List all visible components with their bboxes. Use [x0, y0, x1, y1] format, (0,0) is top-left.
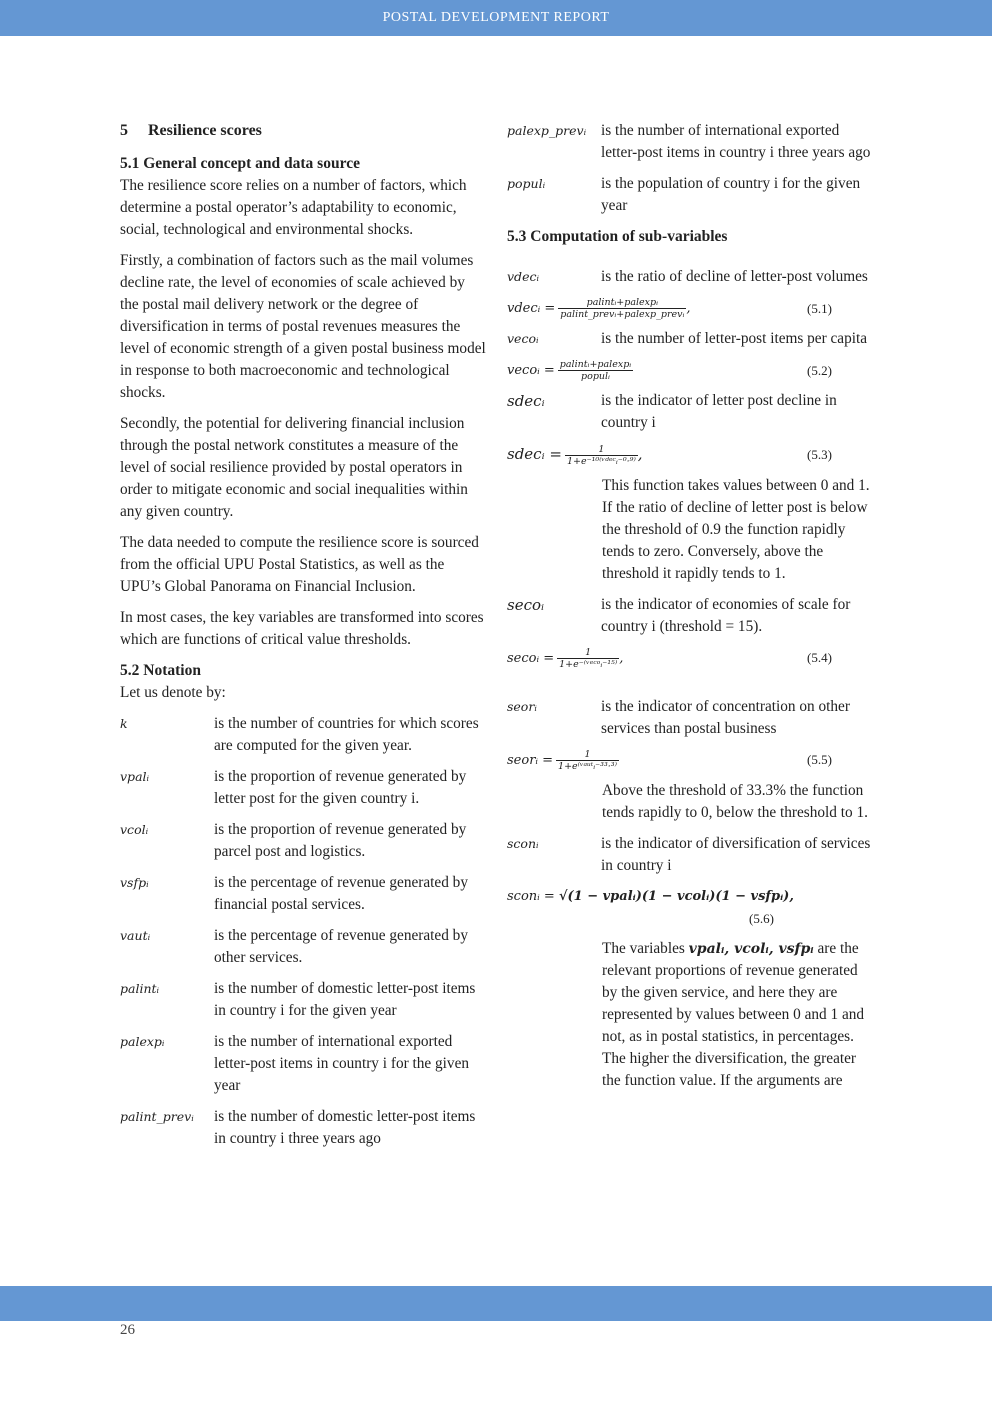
equation-number: (5.3): [807, 446, 832, 462]
equation-tail: ,: [686, 301, 691, 316]
paragraph-1: The resilience score relies on a number of factors, which determine a postal operator’s adaptability to economic, social, technological and environmental shocks.: [120, 177, 467, 238]
variable-description: is the indicator of letter post decline in country i: [601, 392, 837, 431]
equation-tail: ,: [637, 445, 643, 463]
notation-item: [120, 978, 486, 1022]
equation-denominator: 1+e⁻¹⁰⁽ᵛᵈᵉᶜᵢ⁻⁰·⁹⁾: [566, 455, 636, 467]
equation-lhs: sconᵢ =: [507, 888, 555, 904]
notation-symbol: vpalᵢ: [120, 769, 150, 784]
equation-number: (5.2): [807, 362, 832, 378]
variable-symbol: sconᵢ: [507, 835, 539, 851]
equation-lhs: secoᵢ =: [507, 650, 555, 666]
notation-symbol: vautᵢ: [120, 928, 151, 943]
notation-symbol: k: [120, 716, 128, 731]
notation-item: [120, 819, 486, 863]
equation-5-2: [507, 359, 873, 382]
equation-number: (5.6): [749, 910, 774, 926]
equation-numerator: 1: [557, 647, 619, 659]
report-title: POSTAL DEVELOPMENT REPORT: [382, 10, 610, 25]
equation-numerator: palintᵢ+palexpᵢ: [559, 359, 632, 370]
seor-explanation: Above the threshold of 33.3% the function tends rapidly to 0, below the threshold to 1.: [602, 781, 868, 821]
variable-symbol: vecoᵢ: [507, 331, 539, 346]
notation-symbol: palexpᵢ: [120, 1034, 165, 1049]
sdec-explanation: This function takes values between 0 and 1. If the ratio of decline of letter post is below the threshold of 0.9 the function rapidly tends to zero. Conversely, above the threshold it rapidly tends to 1.: [602, 476, 870, 582]
section-5-3-heading: 5.3 Computation of sub-variables: [507, 228, 728, 245]
notation-description: is the population of country i for the given year: [601, 175, 861, 214]
notation-description: is the number of international exported letter-post items in country i three years ago: [601, 122, 871, 161]
notation-description: is the proportion of revenue generated by letter post for the given country i.: [214, 768, 467, 807]
equation-numerator: 1: [556, 749, 619, 761]
variable-symbol: vdecᵢ: [507, 269, 539, 284]
section-5-2-heading: 5.2 Notation: [120, 662, 201, 679]
notation-item: [507, 120, 873, 164]
scon-explanation: [602, 938, 873, 1092]
equation-5-5: [507, 749, 873, 772]
equation-denominator: palint_prevᵢ+palexp_prevᵢ: [560, 309, 685, 320]
notation-description: is the proportion of revenue generated by parcel post and logistics.: [214, 821, 467, 860]
report-header-bar: [0, 0, 992, 36]
notation-description: is the percentage of revenue generated by financial postal services.: [214, 874, 468, 913]
notation-symbol: palexp_prevᵢ: [507, 123, 587, 138]
equation-5-3: [507, 443, 873, 467]
paragraph-2: Firstly, a combination of factors such as the mail volumes decline rate, the level of economies of scale achieved by the postal mail delivery network or the degree of diversification in terms of postal revenues measures the level of economic strength of a given postal business model in response to both macroeconomic and technological shocks.: [120, 252, 486, 401]
equation-number: (5.4): [807, 650, 832, 665]
equation-5-1: [507, 297, 873, 320]
variable-symbol: sdecᵢ: [507, 392, 545, 410]
notation-item: [120, 1106, 486, 1150]
equation-tail: ,: [619, 650, 624, 666]
scon-note-start: The variables: [602, 939, 685, 957]
variable-symbol: seorᵢ: [507, 698, 537, 714]
notation-item: [120, 925, 486, 969]
notation-symbol: populᵢ: [507, 176, 546, 191]
notation-symbol: vcolᵢ: [120, 822, 149, 837]
variable-definition: [507, 696, 873, 740]
equation-numerator: palintᵢ+palexpᵢ: [558, 297, 686, 309]
variable-definition: [507, 833, 873, 877]
variable-definition: [507, 328, 873, 350]
equation-denominator: 1+e⁽ᵛᵃᵘᵗᵢ⁻³³·³⁾: [558, 760, 617, 772]
section-5-1-heading: 5.1 General concept and data source: [120, 155, 360, 172]
variable-description: is the indicator of diversification of services in country i: [601, 834, 871, 874]
notation-symbol: vsfpᵢ: [120, 875, 149, 890]
paragraph-3: Secondly, the potential for delivering financial inclusion through the postal network constitutes a measure of the level of social resilience provided by postal operators in order to mitigate economic and social inequalities within any given country.: [120, 415, 468, 520]
equation-denominator: 1+e⁻⁽ᵛᵉᶜᵒᵢ⁻¹⁵⁾: [559, 658, 618, 670]
equation-lhs: vdecᵢ =: [507, 301, 556, 316]
notation-description: is the number of international exported letter-post items in country i for the given year: [214, 1033, 470, 1094]
right-column: [507, 120, 873, 1101]
notation-item: [120, 872, 486, 916]
notation-list: [120, 713, 486, 1150]
notation-item: [507, 173, 873, 217]
paragraph-4: The data needed to compute the resilience score is sourced from the official UPU Postal Statistics, as well as the UPU’s Global Panorama on Financial Inclusion.: [120, 534, 479, 595]
notation-symbol: palint_prevᵢ: [120, 1109, 194, 1124]
notation-description: is the number of domestic letter-post items in country i for the given year: [214, 980, 476, 1019]
scon-note-variables: vpalᵢ, vcolᵢ, vsfpᵢ: [688, 940, 814, 957]
variable-description: is the indicator of economies of scale for country i (threshold = 15).: [601, 595, 851, 635]
notation-symbol: palintᵢ: [120, 981, 160, 996]
left-column: [120, 120, 486, 1159]
equation-denominator: populᵢ: [581, 371, 610, 382]
equation-5-4: [507, 647, 873, 670]
equation-number: (5.1): [807, 300, 832, 316]
notation-description: is the number of countries for which scores are computed for the given year.: [214, 715, 479, 754]
notation-item: [120, 1031, 486, 1097]
equation-lhs: seorᵢ =: [507, 752, 554, 768]
variable-description: is the ratio of decline of letter-post volumes: [601, 268, 868, 285]
equation-expression: √(1 − vpalᵢ)(1 − vcolᵢ)(1 − vsfpᵢ),: [558, 888, 794, 904]
equation-number: (5.5): [807, 752, 832, 767]
section-5-heading: 5 Resilience scores: [120, 122, 262, 139]
equation-5-6: [507, 886, 873, 930]
variable-definition: [507, 390, 873, 434]
notation-description: is the percentage of revenue generated by other services.: [214, 927, 468, 966]
paragraph-5: In most cases, the key variables are transformed into scores which are functions of critical value thresholds.: [120, 609, 484, 648]
notation-item: [120, 766, 486, 810]
footer-bar: [0, 1286, 992, 1321]
equation-lhs: sdecᵢ =: [507, 445, 562, 463]
notation-description: is the number of domestic letter-post items in country i three years ago: [214, 1108, 476, 1147]
variable-definition: [507, 594, 873, 638]
equation-numerator: 1: [565, 444, 638, 456]
page-number: 26: [120, 1322, 135, 1338]
equation-lhs: vecoᵢ =: [507, 363, 555, 378]
variable-description: is the indicator of concentration on other services than postal business: [601, 697, 850, 737]
variable-definition: [507, 266, 873, 288]
notation-intro: Let us denote by:: [120, 684, 226, 701]
variable-symbol: secoᵢ: [507, 595, 545, 614]
notation-item: [120, 713, 486, 757]
scon-note-rest: are the relevant proportions of revenue generated by the given service, and here they are represented by values between 0 and 1 and not, as in postal statistics, in percentages. The higher the diversification, the greater the function value. If the arguments are: [602, 939, 865, 1089]
variable-description: is the number of letter-post items per capita: [601, 330, 868, 347]
